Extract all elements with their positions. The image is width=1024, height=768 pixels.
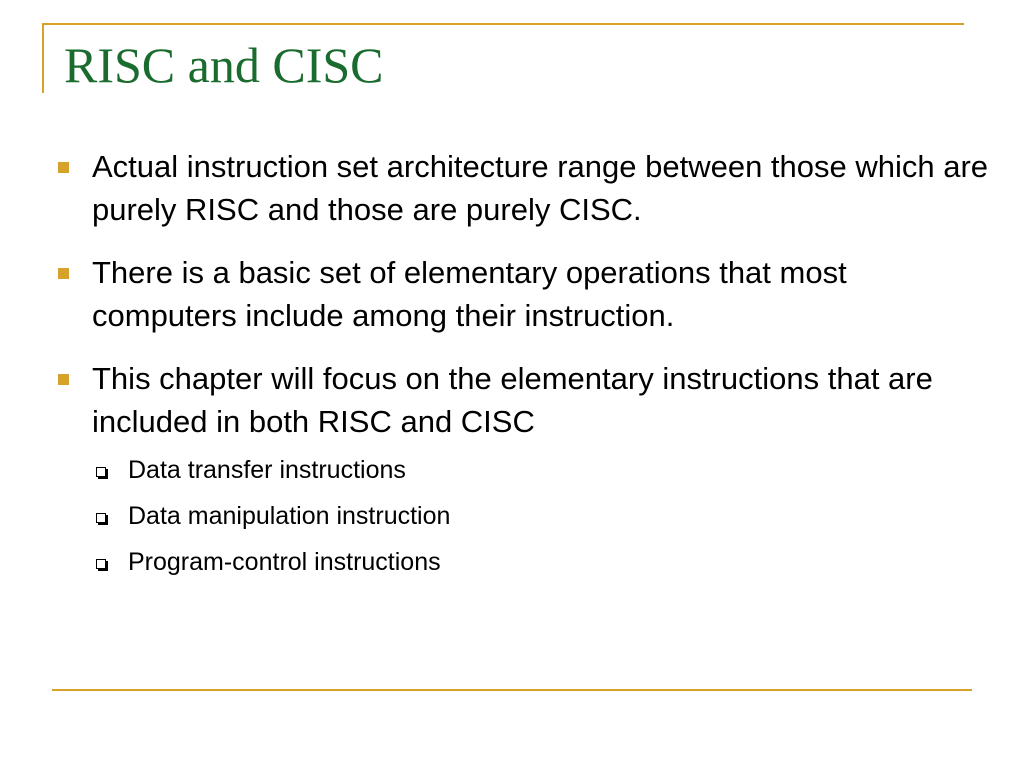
square-bullet-icon xyxy=(58,268,69,279)
hollow-square-bullet-icon xyxy=(96,513,106,523)
sub-bullet-list xyxy=(92,447,992,585)
sub-bullet-text: Data manipulation instruction xyxy=(128,502,451,530)
sub-bullet-item xyxy=(92,493,992,539)
bullet-item xyxy=(52,357,992,585)
bullet-text: There is a basic set of elementary operations that most computers include among their instruction. xyxy=(92,255,847,333)
square-bullet-icon xyxy=(58,374,69,385)
square-bullet-icon xyxy=(58,162,69,173)
frame-left-rule xyxy=(42,23,44,93)
sub-bullet-item xyxy=(92,447,992,493)
frame-top-rule xyxy=(42,23,964,25)
frame-bottom-rule xyxy=(52,689,972,691)
slide-title: RISC and CISC xyxy=(64,37,384,93)
bullet-item xyxy=(52,145,992,231)
sub-bullet-text: Program-control instructions xyxy=(128,548,441,576)
bullet-text: This chapter will focus on the elementary instructions that are included in both RISC and CISC xyxy=(92,361,933,439)
bullet-item xyxy=(52,251,992,337)
sub-bullet-item xyxy=(92,539,992,585)
hollow-square-bullet-icon xyxy=(96,467,106,477)
bullet-list xyxy=(52,145,992,605)
sub-bullet-text: Data transfer instructions xyxy=(128,456,406,484)
bullet-text: Actual instruction set architecture range between those which are purely RISC and those are purely CISC. xyxy=(92,149,989,227)
hollow-square-bullet-icon xyxy=(96,559,106,569)
